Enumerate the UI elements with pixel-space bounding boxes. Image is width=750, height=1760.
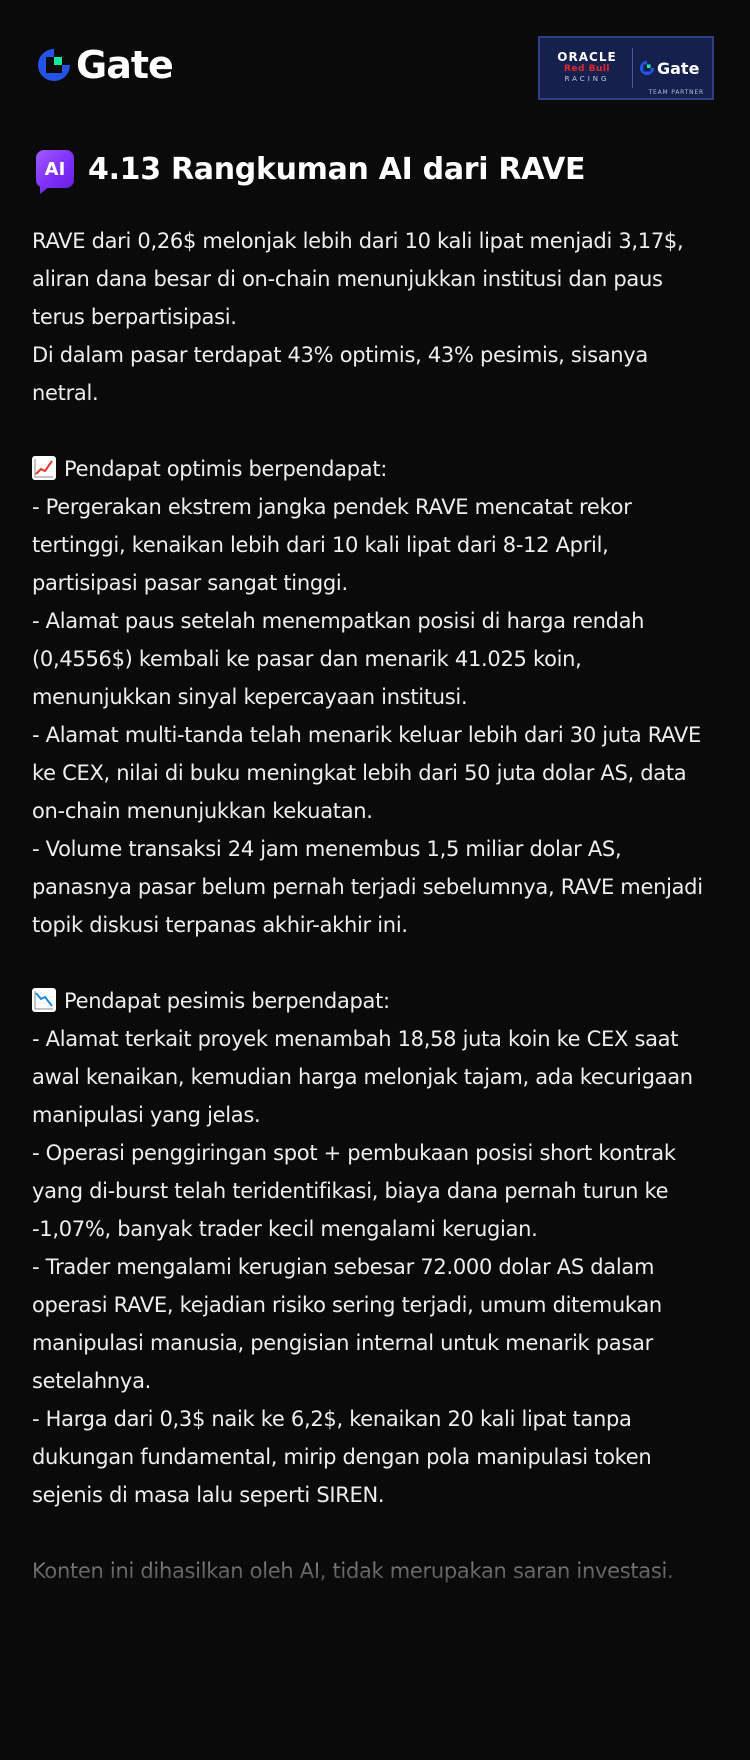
spacer — [32, 1514, 716, 1552]
brand-name: Gate — [76, 43, 173, 87]
bullish-point: - Volume transaksi 24 jam menembus 1,5 miliar dolar AS, panasnya pasar belum pernah terjadi sebelumnya, RAVE menjadi topik diskusi terpanas akhir-akhir ini. — [32, 837, 703, 937]
bullish-heading — [32, 450, 716, 488]
bullish-heading-text: Pendapat optimis berpendapat: — [64, 457, 388, 481]
badge-divider — [632, 48, 633, 88]
ai-badge-icon — [36, 150, 74, 188]
intro-paragraph: RAVE dari 0,26$ melonjak lebih dari 10 kali lipat menjadi 3,17$, aliran dana besar di on-chain menunjukkan institusi dan paus terus berpartisipasi. — [32, 229, 684, 329]
spacer — [32, 944, 716, 982]
ai-badge-label: AI — [44, 158, 66, 180]
bullish-point: - Alamat multi-tanda telah menarik keluar lebih dari 30 juta RAVE ke CEX, nilai di buku meningkat lebih dari 50 juta dolar AS, data on-chain menunjukkan kekuatan. — [32, 723, 701, 823]
bearish-point: - Harga dari 0,3$ naik ke 6,2$, kenaikan 20 kali lipat tanpa dukungan fundamental, mirip dengan pola manipulasi token sejenis di masa lalu seperti SIREN. — [32, 1407, 652, 1507]
chart-increasing-icon — [32, 456, 56, 480]
bearish-heading — [32, 982, 716, 1020]
bearish-point: - Operasi penggiringan spot + pembukaan posisi short kontrak yang di-burst telah teridentifikasi, biaya dana pernah turun ke -1,07%, banyak trader kecil mengalami kerugian. — [32, 1141, 676, 1241]
spacer — [32, 412, 716, 450]
header — [36, 36, 714, 102]
partner-badge — [538, 36, 714, 100]
redbull-label: Red Bull — [563, 64, 611, 75]
intro-paragraph: Di dalam pasar terdapat 43% optimis, 43% pesimis, sisanya netral. — [32, 343, 648, 405]
chart-decreasing-icon — [32, 988, 56, 1012]
ai-disclaimer: Konten ini dihasilkan oleh AI, tidak merupakan saran investasi. — [32, 1552, 716, 1590]
bearish-point: - Alamat terkait proyek menambah 18,58 juta koin ke CEX saat awal kenaikan, kemudian harga melonjak tajam, ada kecurigaan manipulasi yang jelas. — [32, 1027, 693, 1127]
racing-label: RACING — [564, 75, 610, 84]
bearish-heading-text: Pendapat pesimis berpendapat: — [64, 989, 390, 1013]
badge-gate-label: Gate — [657, 58, 700, 78]
title-text: 4.13 Rangkuman AI dari RAVE — [88, 151, 586, 187]
badge-gate-logo — [639, 59, 699, 78]
summary-content — [32, 222, 716, 1590]
bullish-point: - Alamat paus setelah menempatkan posisi di harga rendah (0,4556$) kembali ke pasar dan menarik 41.025 koin, menunjukkan sinyal kepercayaan institusi. — [32, 609, 645, 709]
gate-logo-icon — [36, 47, 72, 83]
gate-logo — [36, 43, 173, 87]
bearish-point: - Trader mengalami kerugian sebesar 72.000 dolar AS dalam operasi RAVE, kejadian risiko sering terjadi, umum ditemukan manipulasi manusia, pengisian internal untuk menarik pasar setelahnya. — [32, 1255, 662, 1393]
redbull-racing-logo — [548, 51, 626, 85]
bullish-point: - Pergerakan ekstrem jangka pendek RAVE mencatat rekor tertinggi, kenaikan lebih dari 10 kali lipat dari 8-12 April, partisipasi pasar sangat tinggi. — [32, 495, 632, 595]
badge-gate-icon — [639, 60, 655, 76]
team-partner-label: TEAM PARTNER — [648, 89, 704, 96]
oracle-label: ORACLE — [557, 50, 617, 65]
page-title — [36, 150, 714, 188]
